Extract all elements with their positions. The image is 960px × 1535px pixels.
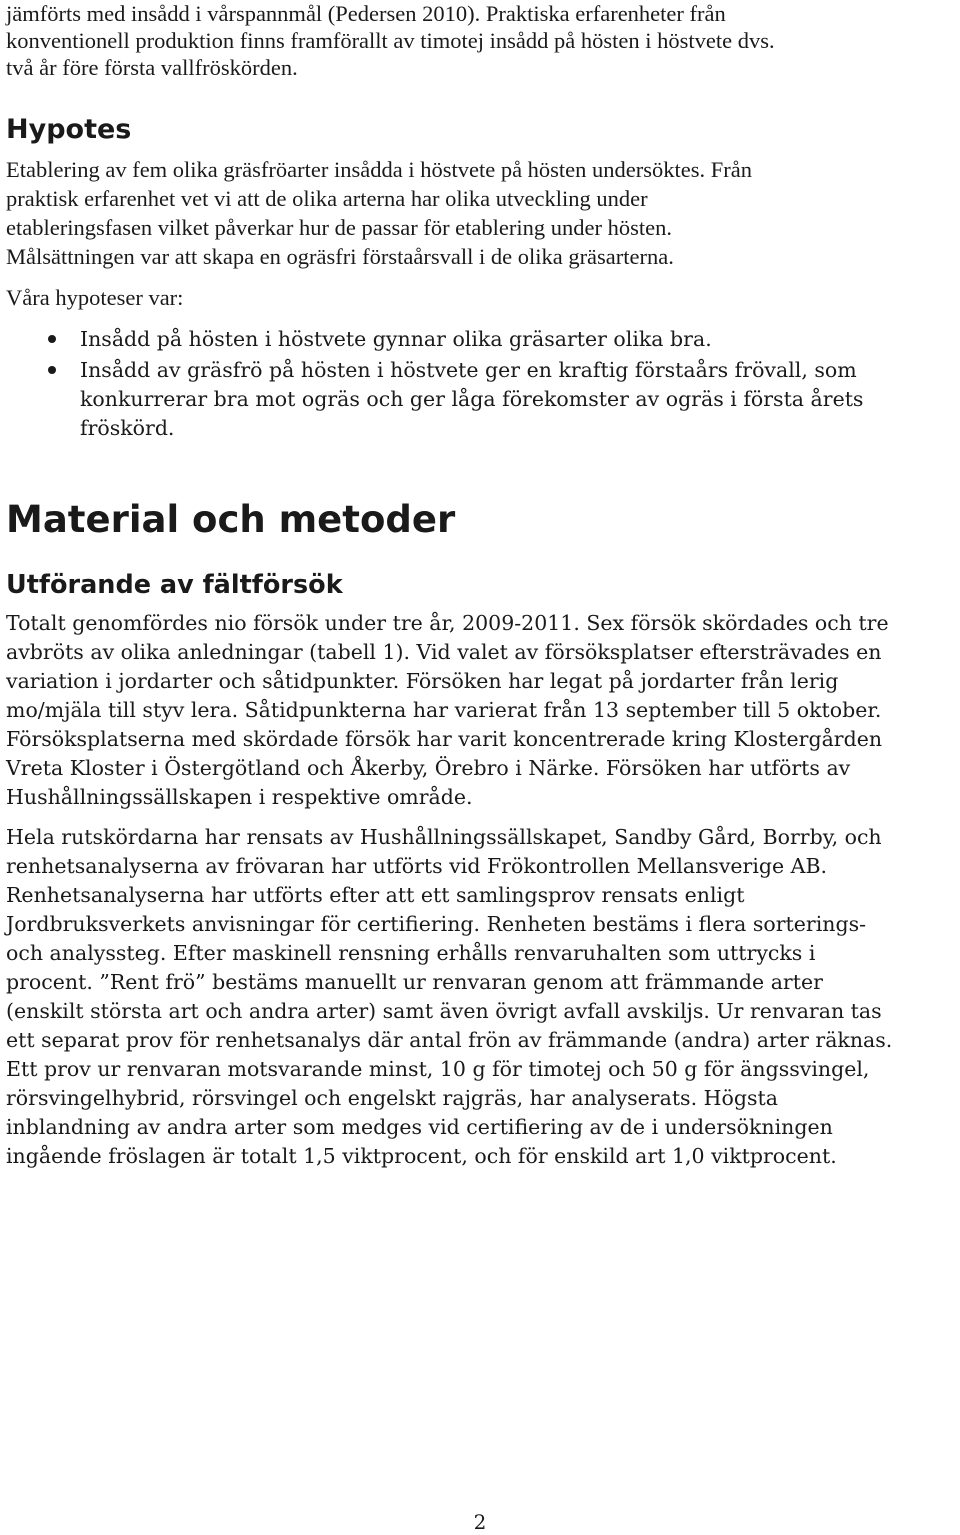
text-line: (enskilt största art och andra arter) samt även övrigt avfall avskiljs. Ur renvaran tas (6, 999, 882, 1023)
text-line: Försöksplatserna med skördade försök har varit koncentrerade kring Klostergården (6, 727, 883, 751)
text-line: Totalt genomfördes nio försök under tre år, 2009-2011. Sex försök skördades och tre (6, 611, 889, 635)
text-line: och analyssteg. Efter maskinell rensning erhålls renvaruhalten som uttrycks i (6, 941, 816, 965)
text-line: variation i jordarter och såtidpunkter. Försöken har legat på jordarter från lerig (6, 669, 839, 693)
bullet-icon (48, 335, 56, 343)
text-line: konkurrerar bra mot ogräs och ger låga förekomster av ogräs i första årets (80, 387, 864, 411)
text-line: renhetsanalyserna av frövaran har utförts vid Frökontrollen Mellansverige AB. (6, 854, 828, 878)
hypotheses-intro: Våra hypoteser var: (6, 285, 184, 310)
text-line: Renhetsanalyserna har utförts efter att ett samlingsprov rensats enligt (6, 883, 745, 907)
text-line: praktisk erfarenhet vet vi att de olika arterna har olika utveckling under (6, 186, 648, 211)
text-line: avbröts av olika anledningar (tabell 1). Vid valet av försöksplatser eftersträvades en (6, 640, 882, 664)
text-line: etableringsfasen vilket påverkar hur de passar för etablering under hösten. (6, 215, 672, 240)
text-line: procent. ”Rent frö” bestäms manuellt ur renvaran genom att främmande arter (6, 970, 823, 994)
text-line: konventionell produktion finns framförallt av timotej insådd på hösten i höstvete dvs. (6, 28, 775, 53)
text-line: Vreta Kloster i Östergötland och Åkerby, Örebro i Närke. Försöken har utförts av (6, 756, 851, 780)
page-number: 2 (473, 1510, 487, 1534)
text-line: två år före första vallfröskörden. (6, 55, 298, 80)
text-line: Insådd av gräsfrö på hösten i höstvete ger en kraftig förstaårs frövall, som (80, 358, 857, 382)
text-line: Hela rutskördarna har rensats av Hushållningssällskapet, Sandby Gård, Borrby, och (6, 825, 882, 849)
text-line: Etablering av fem olika gräsfröarter insådda i höstvete på hösten undersöktes. Från (6, 157, 753, 182)
rensning-paragraph (6, 823, 950, 1171)
text-line: ett separat prov för renhetsanalys där antal frön av främmande (andra) arter räknas. (6, 1028, 893, 1052)
subsection-heading-utforande: Utförande av fältförsök (6, 570, 343, 600)
hypotes-paragraph (6, 155, 950, 271)
intro-paragraph (6, 0, 950, 81)
text-line: inblandning av andra arter som medges vid certifiering av de i undersökningen (6, 1115, 833, 1139)
text-line: jämförts med insådd i vårspannmål (Pedersen 2010). Praktiska erfarenheter från (6, 1, 726, 26)
text-line: Insådd på hösten i höstvete gynnar olika gräsarter olika bra. (80, 327, 712, 351)
text-line: Jordbruksverkets anvisningar för certifiering. Renheten bestäms i flera sorterings- (6, 912, 867, 936)
text-line: Ett prov ur renvaran motsvarande minst, 10 g för timotej och 50 g för ängssvingel, (6, 1057, 870, 1081)
list-item (6, 356, 950, 443)
section-heading-material: Material och metoder (6, 498, 456, 541)
text-line: Målsättningen var att skapa en ogräsfri förstaårsvall i de olika gräsarterna. (6, 244, 674, 269)
list-item (6, 325, 950, 354)
text-line: ingående fröslagen är totalt 1,5 viktprocent, och för enskild art 1,0 viktprocent. (6, 1144, 837, 1168)
text-line: fröskörd. (80, 416, 175, 440)
hypotheses-list (6, 325, 950, 445)
bullet-icon (48, 366, 56, 374)
utforande-paragraph (6, 609, 950, 812)
text-line: mo/mjäla till styv lera. Såtidpunkterna har varierat från 13 september till 5 oktober. (6, 698, 882, 722)
text-line: Hushållningssällskapen i respektive område. (6, 785, 473, 809)
text-line: rörsvingelhybrid, rörsvingel och engelskt rajgräs, har analyserats. Högsta (6, 1086, 778, 1110)
section-heading-hypotes: Hypotes (6, 114, 132, 145)
